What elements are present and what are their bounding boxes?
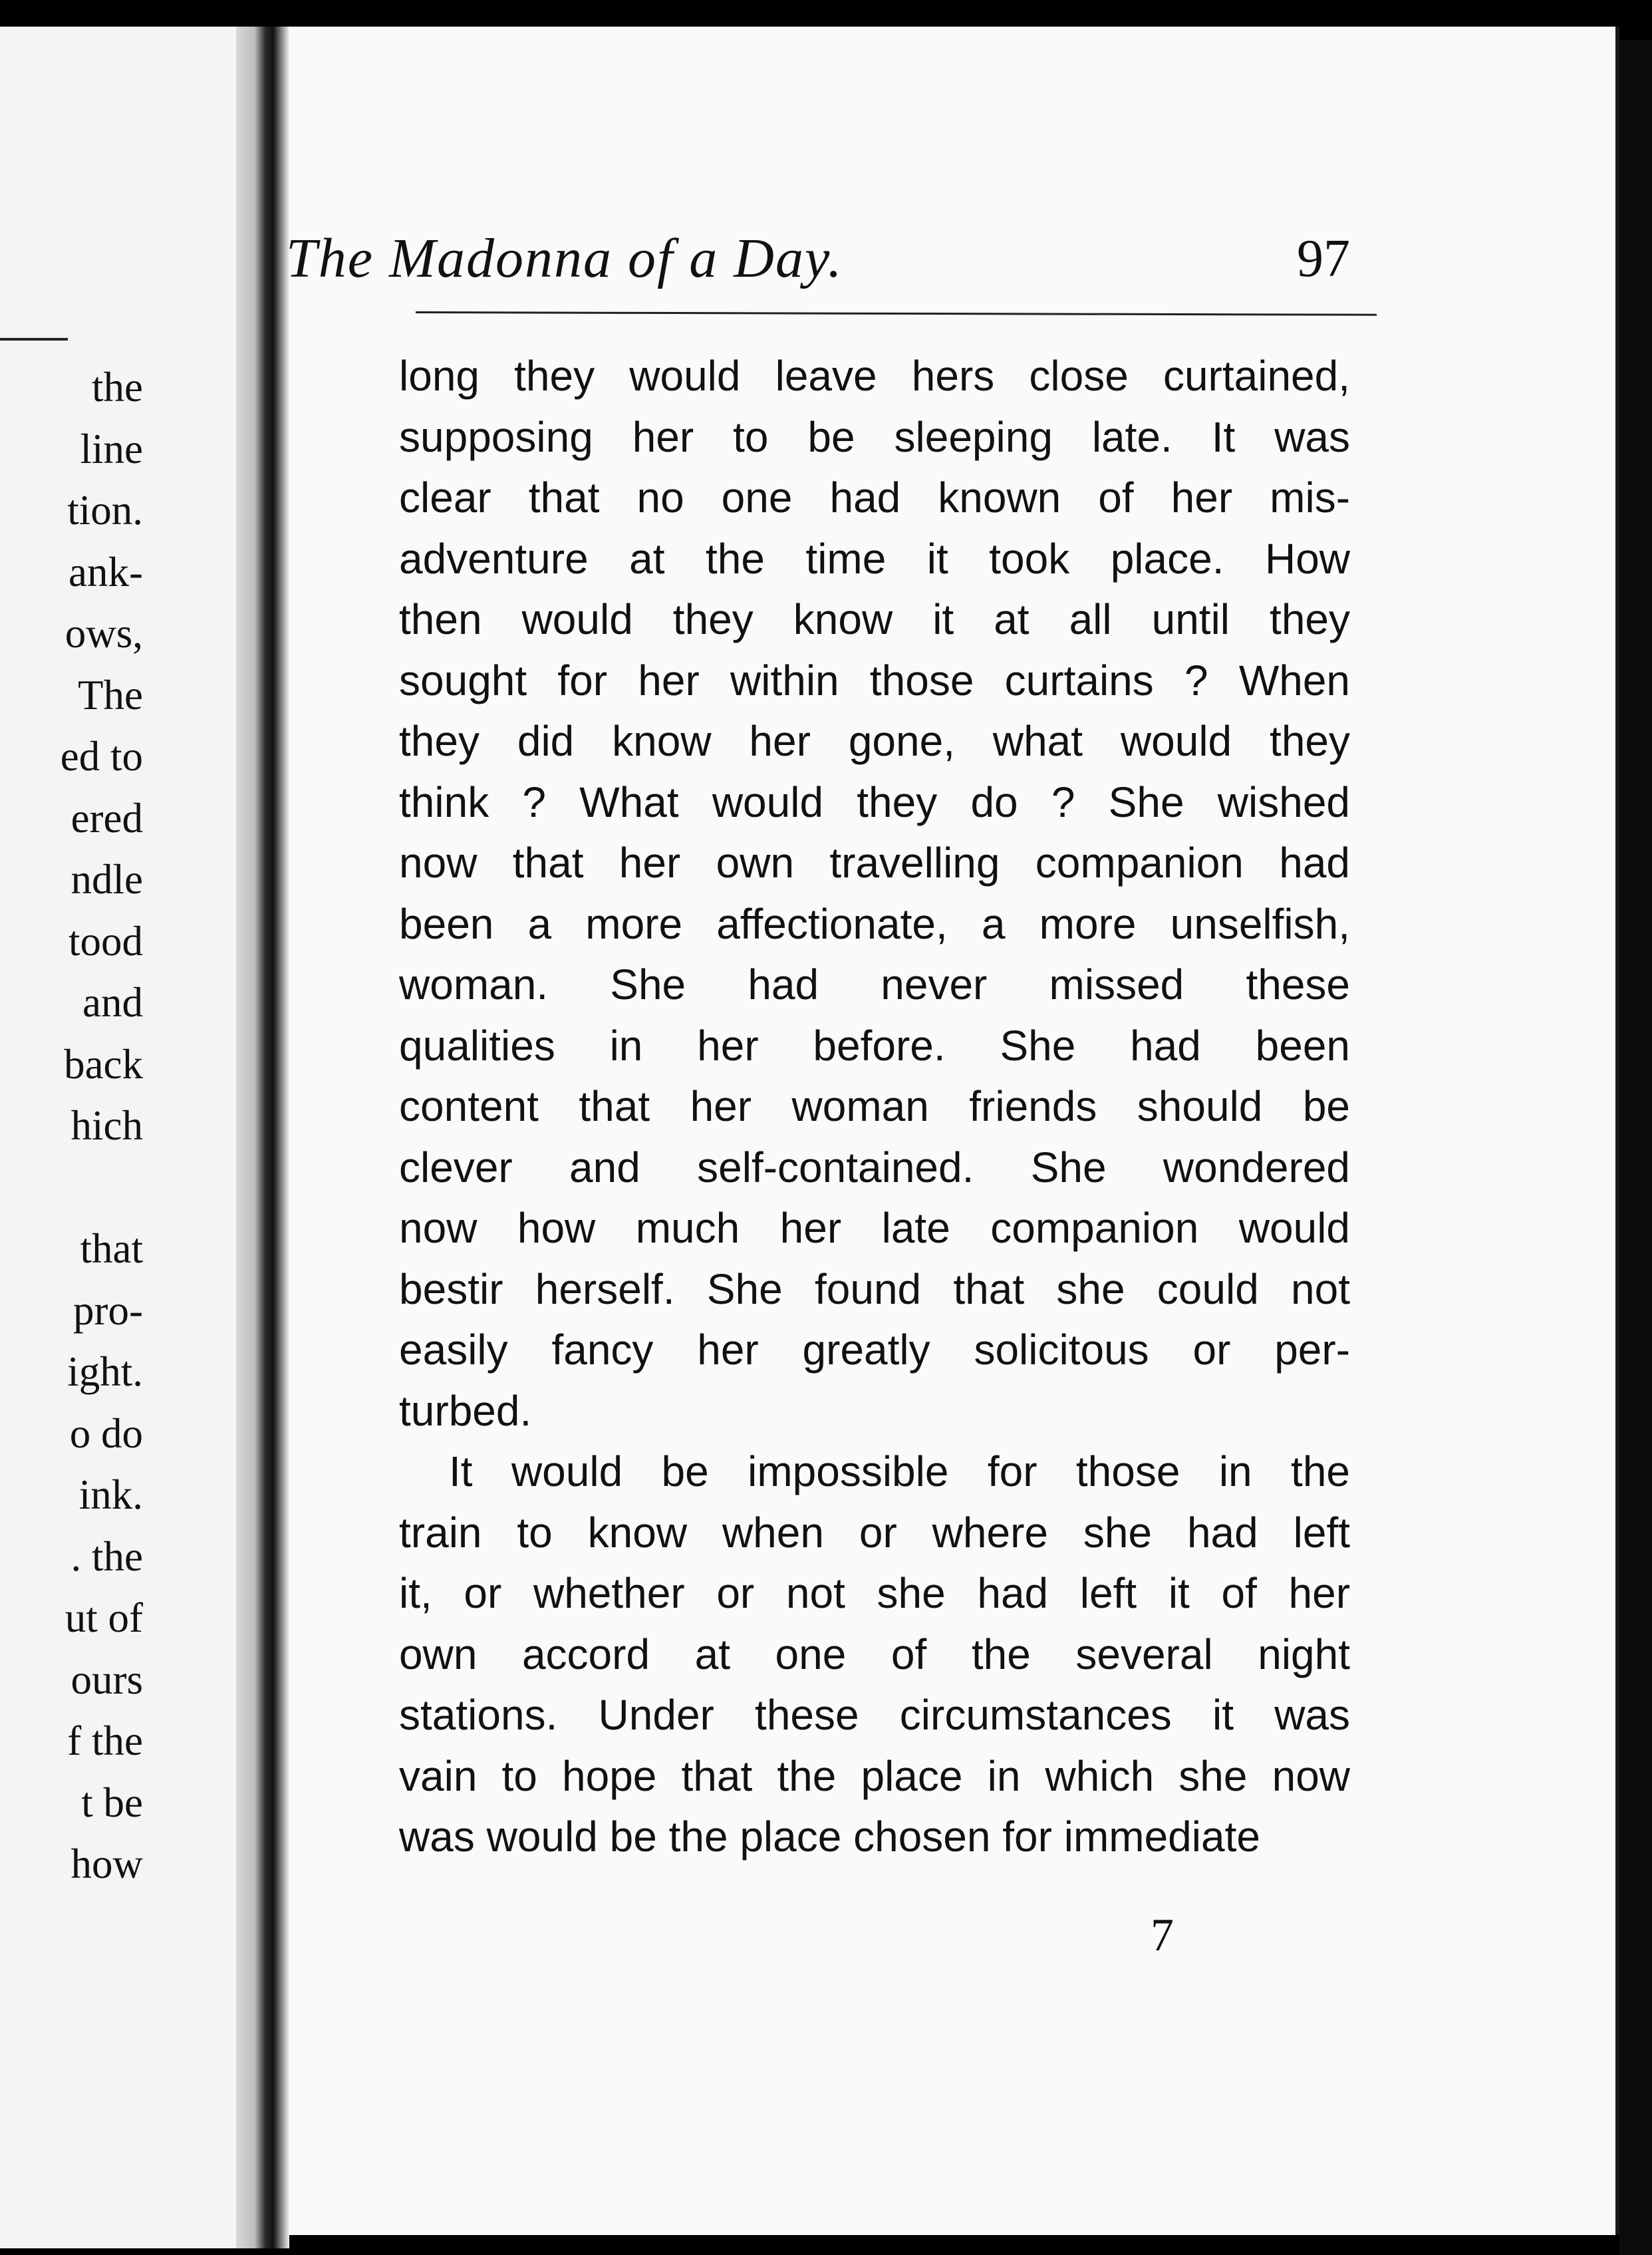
previous-page-line: the [92, 364, 143, 410]
running-title: The Madonna of a Day. [286, 227, 843, 289]
previous-page-line: tion. [67, 487, 143, 533]
text-line: clear that no one had known of her mis- [399, 474, 1350, 522]
previous-page-line: ndle [70, 856, 143, 903]
signature-mark: 7 [1151, 1910, 1174, 1961]
page-edge-shadow [1619, 40, 1652, 2255]
previous-page-fragment [0, 27, 236, 2248]
previous-page-line: ed to [60, 733, 143, 780]
text-line: now how much her late companion would [399, 1204, 1350, 1252]
text-line: supposing her to be sleeping late. It was [399, 412, 1350, 461]
text-line: bestir herself. She found that she could not [399, 1265, 1350, 1313]
previous-page-line: f the [67, 1718, 143, 1764]
page-body-text [399, 346, 1350, 1868]
previous-page-line: ut of [65, 1594, 143, 1641]
previous-page-line: ered [70, 794, 143, 841]
previous-page-line: . the [70, 1533, 143, 1580]
previous-page-line: ink. [78, 1471, 143, 1518]
previous-page-line: o do [69, 1410, 143, 1457]
page-number: 97 [1297, 229, 1350, 288]
text-line: clever and self-contained. She wondered [399, 1143, 1350, 1191]
text-line: own accord at one of the several night [399, 1630, 1350, 1678]
previous-page-line: hich [70, 1102, 143, 1149]
previous-page-line: t be [81, 1779, 143, 1826]
text-line: easily fancy her greatly solicitous or per- [399, 1326, 1350, 1374]
book-gutter [236, 27, 289, 2248]
previous-page-line: ows, [65, 610, 143, 657]
previous-page-line: The [78, 671, 143, 718]
text-line: they did know her gone, what would they [399, 717, 1350, 765]
text-line: sought for her within those curtains ? When [399, 656, 1350, 704]
text-line: think ? What would they do ? She wished [399, 778, 1350, 826]
previous-page-line: ank- [69, 548, 143, 595]
text-line: it, or whether or not she had left it of her [399, 1569, 1350, 1617]
previous-page-line: pro- [73, 1286, 143, 1334]
text-line: adventure at the time it took place. How [399, 534, 1350, 583]
text-line: It would be impossible for those in the [449, 1447, 1350, 1495]
text-line: long they would leave hers close curtained, [399, 352, 1350, 400]
previous-page-line: and [82, 979, 143, 1026]
running-head [286, 226, 1350, 306]
text-line: then would they know it at all until they [399, 595, 1350, 643]
text-line: qualities in her before. She had been [399, 1021, 1350, 1070]
text-line: train to know when or where she had left [399, 1508, 1350, 1557]
previous-page-line: that [80, 1225, 143, 1272]
previous-page-line: ight. [67, 1348, 143, 1395]
previous-page-line: back [64, 1040, 143, 1088]
text-line: vain to hope that the place in which she now [399, 1751, 1350, 1800]
previous-page-header-rule [0, 338, 68, 341]
previous-page-line: ours [70, 1656, 143, 1703]
previous-page-line: tood [68, 917, 143, 965]
text-line: been a more affectionate, a more unselfish, [399, 899, 1350, 948]
text-line: turbed. [399, 1386, 532, 1435]
text-line: was would be the place chosen for immediate [399, 1813, 1260, 1861]
text-line: content that her woman friends should be [399, 1082, 1350, 1130]
previous-page-line: line [80, 425, 143, 472]
text-line: now that her own travelling companion had [399, 839, 1350, 887]
text-line: stations. Under these circumstances it was [399, 1691, 1350, 1739]
previous-page-line: how [70, 1841, 143, 1887]
text-line: woman. She had never missed these [399, 961, 1350, 1008]
